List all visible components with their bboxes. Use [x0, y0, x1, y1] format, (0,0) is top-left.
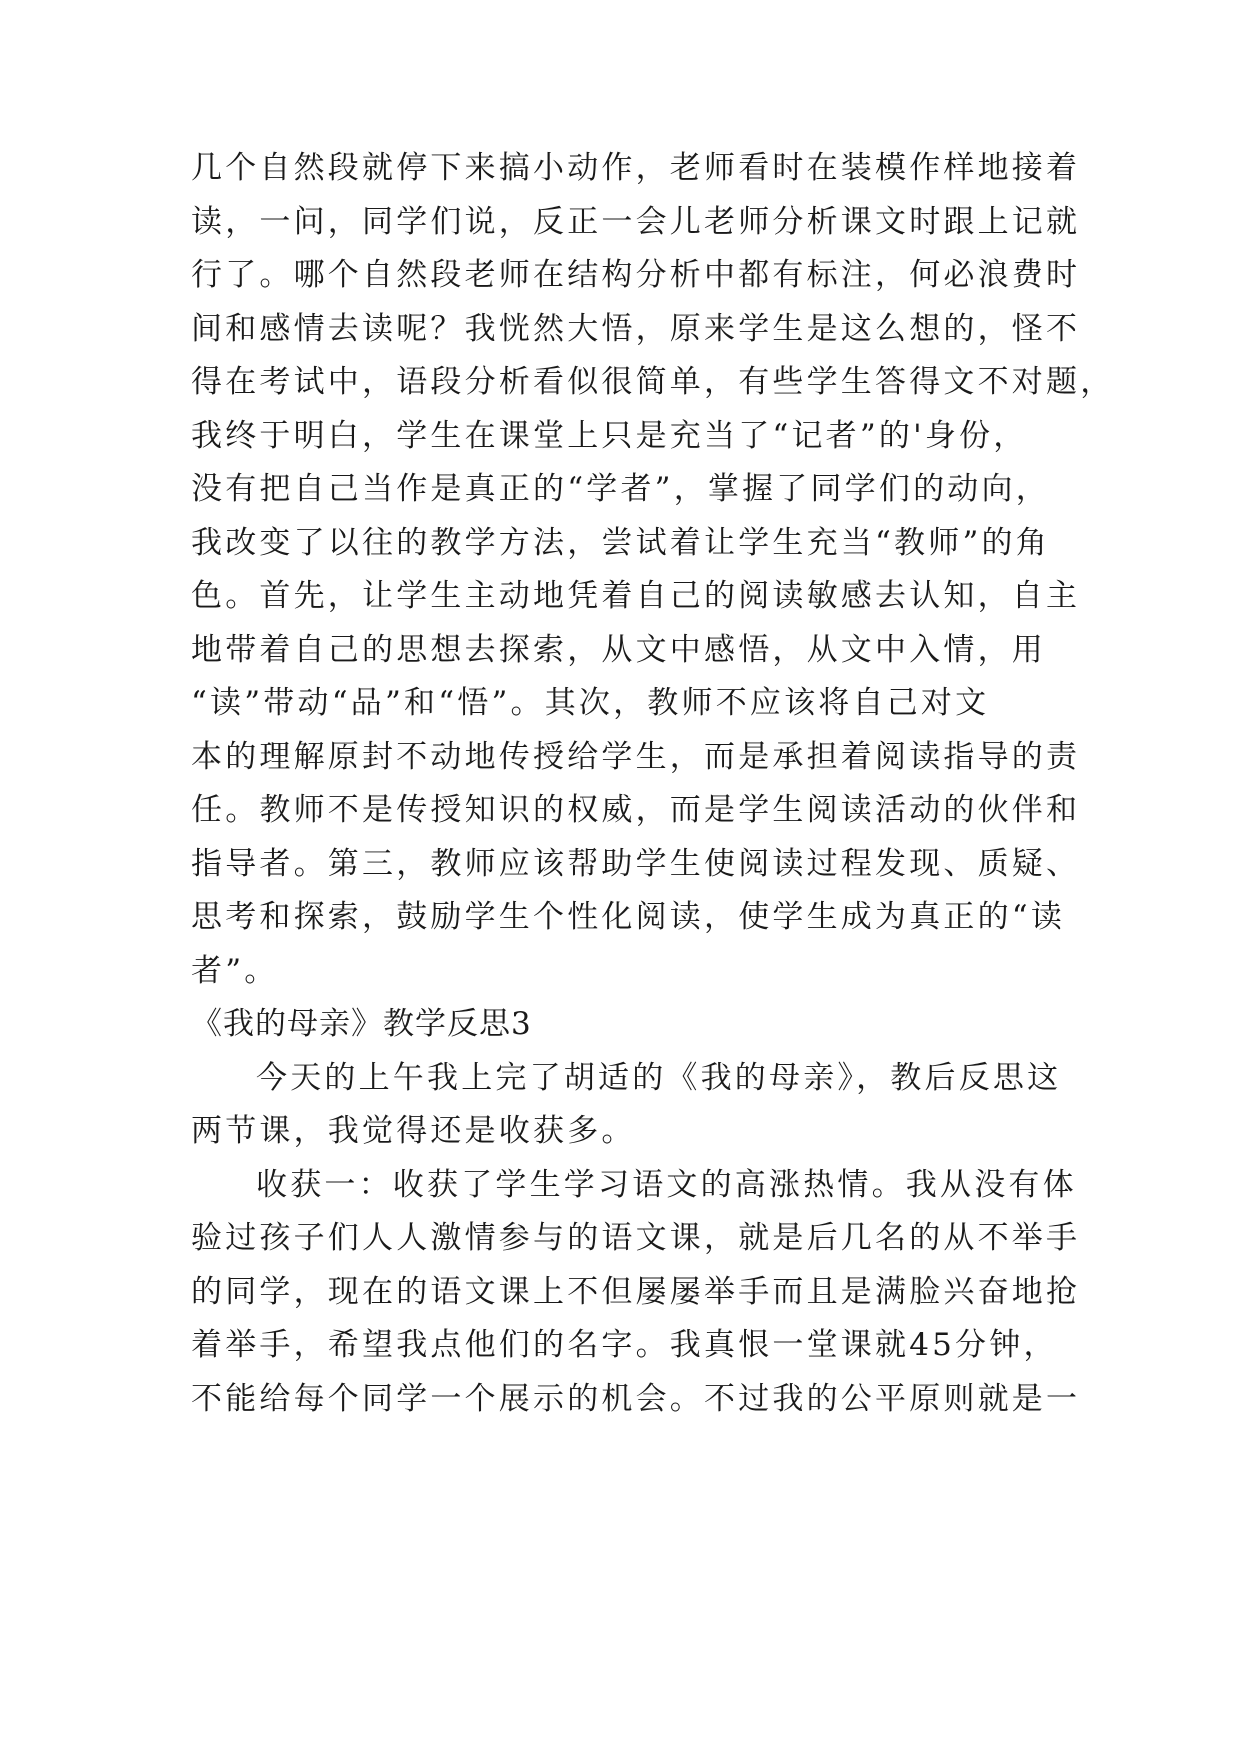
- text-line: 本的理解原封不动地传授给学生，而是承担着阅读指导的责: [191, 739, 1081, 775]
- text-line: 指导者。第三，教师应该帮助学生使阅读过程发现、质疑、: [191, 846, 1081, 882]
- text-line: 没有把自己当作是真正的“学者”，掌握了同学们的动向，: [191, 471, 1050, 507]
- text-line: 读，一问，同学们说，反正一会儿老师分析课文时跟上记就: [191, 204, 1081, 240]
- text-line: 行了。哪个自然段老师在结构分析中都有标注，何必浪费时: [191, 257, 1081, 293]
- text-line: 收获一：收获了学生学习语文的高涨热情。我从没有体: [256, 1167, 1077, 1203]
- text-line: 今天的上午我上完了胡适的《我的母亲》，教后反思这: [256, 1060, 1062, 1096]
- text-line: 我改变了以往的教学方法，尝试着让学生充当“教师”的角: [191, 525, 1050, 561]
- text-line: 间和感情去读呢？我恍然大悟，原来学生是这么想的，怪不: [191, 311, 1081, 347]
- text-line: 两节课，我觉得还是收获多。: [191, 1113, 636, 1149]
- text-line: 思考和探索，鼓励学生个性化阅读，使学生成为真正的“读: [191, 899, 1066, 935]
- text-line: 得在考试中，语段分析看似很简单，有些学生答得文不对题，: [191, 364, 1115, 400]
- text-line: “读”带动“品”和“悟”。其次，教师不应该将自己对文: [191, 685, 990, 721]
- text-line: 着举手，希望我点他们的名字。我真恨一堂课就45分钟，: [191, 1327, 1058, 1363]
- text-line: 的同学，现在的语文课上不但屡屡举手而且是满脸兴奋地抢: [191, 1274, 1081, 1310]
- text-line: 几个自然段就停下来搞小动作，老师看时在装模作样地接着: [191, 150, 1081, 186]
- text-line: 我终于明白，学生在课堂上只是充当了“记者”的'身份，: [191, 418, 1028, 454]
- text-line: 任。教师不是传授知识的权威，而是学生阅读活动的伙伴和: [191, 792, 1081, 828]
- text-line: 色。首先，让学生主动地凭着自己的阅读敏感去认知，自主: [191, 578, 1081, 614]
- text-line: 者”。: [191, 953, 279, 989]
- text-line: 不能给每个同学一个展示的机会。不过我的公平原则就是一: [191, 1381, 1081, 1417]
- text-line: 验过孩子们人人激情参与的语文课，就是后几名的从不举手: [191, 1220, 1081, 1256]
- text-line: 地带着自己的思想去探索，从文中感悟，从文中入情，用: [191, 632, 1046, 668]
- section-heading: 《我的母亲》教学反思3: [191, 1006, 532, 1042]
